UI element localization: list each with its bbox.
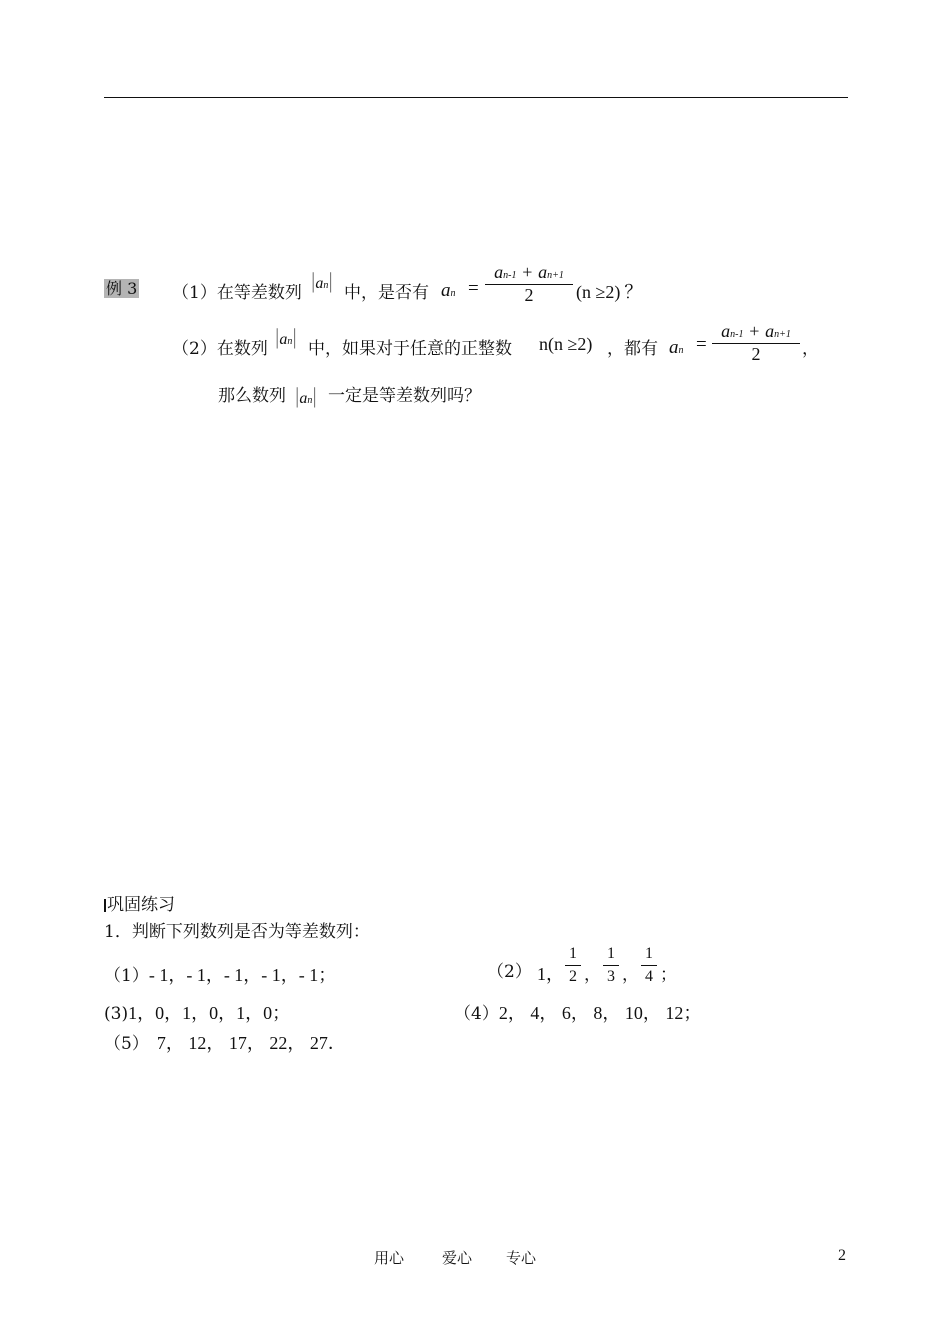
part2-fraction	[712, 321, 800, 365]
example-part2-text-b: 中，如果对于任意的正整数	[308, 339, 512, 359]
practice-item-2-first: 1，	[537, 964, 564, 984]
header-rule	[104, 97, 848, 98]
part2-n-condition: n(n ≥2)	[539, 334, 593, 354]
part2-denominator: 2	[751, 344, 761, 364]
part1-fraction	[485, 262, 573, 306]
footer-motto: 用心 爱心 专心	[374, 1249, 537, 1267]
seq-brace-3: |an|	[295, 383, 317, 408]
page-number: 2	[838, 1247, 846, 1264]
practice-item-2-num: （2）	[487, 962, 532, 982]
part1-condition: (n ≥2) ？	[576, 282, 643, 302]
example-part2-text: （2）在数列	[172, 339, 268, 359]
practice-sep-1: ，	[584, 965, 601, 985]
heading-marker	[104, 899, 106, 912]
example-part2-line2-b: 一定是等差数列吗？	[328, 386, 481, 406]
example-part2-text-c: ，都有	[607, 339, 658, 359]
example-part2-line2: 那么数列	[218, 386, 286, 406]
example-part1-text: （1）在等差数列	[172, 283, 302, 303]
practice-frac-third: 1 3	[603, 945, 619, 986]
seq-brace-2: |an|	[275, 324, 297, 349]
practice-item-1: （1）- 1，- 1，- 1，- 1，- 1；	[104, 965, 337, 986]
practice-heading: 巩固练习	[104, 890, 175, 915]
practice-sep-2: ，	[622, 965, 639, 985]
part2-lhs: an	[669, 337, 684, 358]
part1-lhs: an	[441, 280, 456, 301]
part1-denominator: 2	[524, 285, 534, 305]
part2-equals: =	[696, 334, 707, 355]
practice-frac-quarter: 1 4	[641, 945, 657, 986]
practice-frac-half: 1 2	[565, 945, 581, 986]
seq-brace-1: |an|	[311, 268, 333, 293]
part2-comma: ，	[802, 339, 819, 359]
example-part1-text-b: 中，是否有	[344, 283, 429, 303]
practice-item-2-end: ；	[660, 965, 677, 985]
practice-item-5: （5） 7， 12， 17， 22， 27．	[104, 1033, 346, 1054]
part2-numerator: an-1 + an+1	[721, 321, 791, 341]
practice-question-1: 1．判断下列数列是否为等差数列：	[104, 922, 370, 942]
example-label: 例 3	[106, 279, 138, 298]
part1-equals: =	[468, 278, 479, 299]
part1-numerator: an-1 + an+1	[494, 262, 564, 282]
practice-item-4: （4）2， 4， 6， 8， 10， 12；	[454, 1003, 702, 1024]
practice-item-3: (3)1，0，1，0，1，0；	[104, 1003, 291, 1024]
